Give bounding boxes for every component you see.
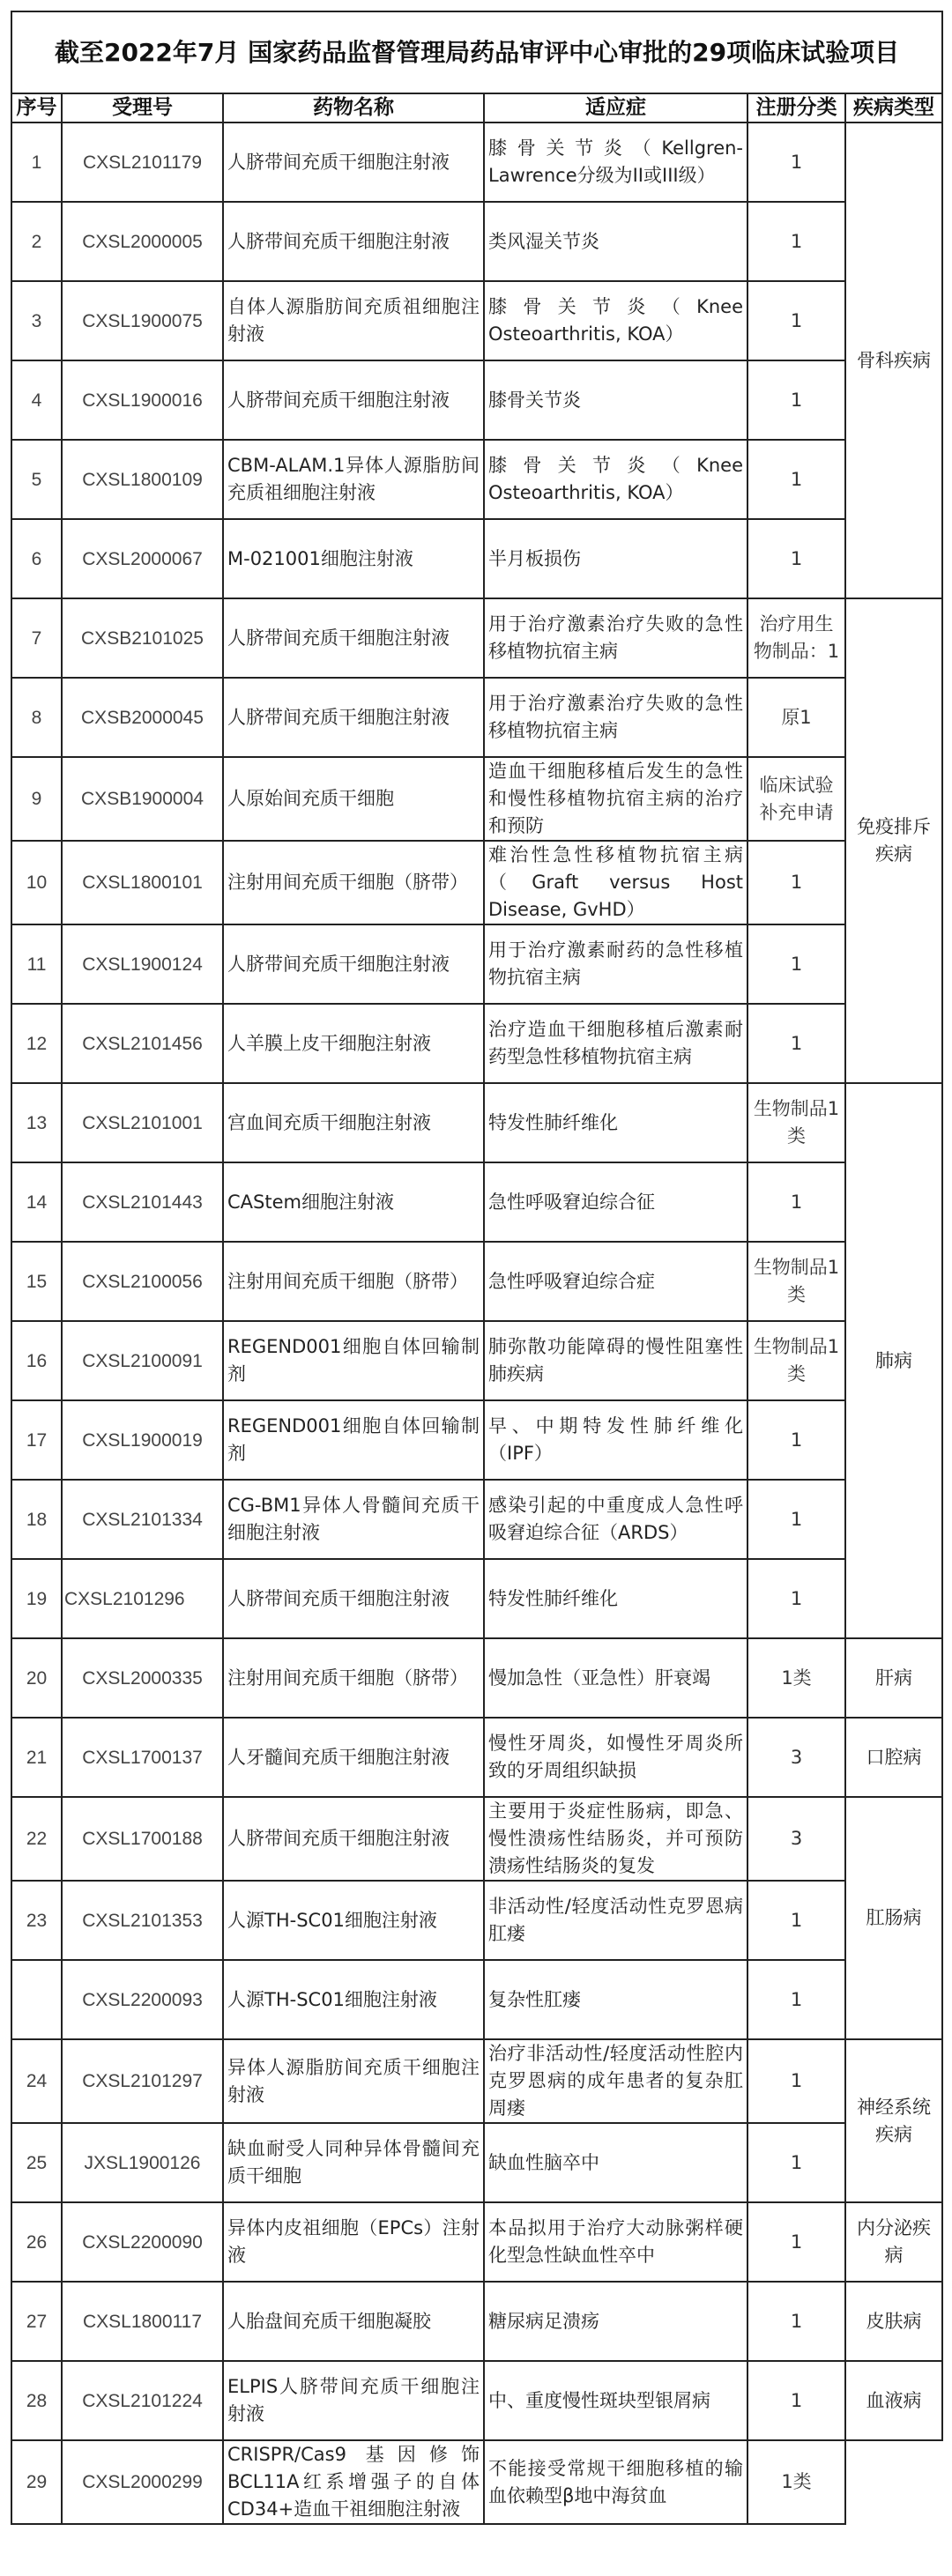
indication-cell: 膝骨关节炎（Knee Osteoarthritis, KOA）: [484, 281, 747, 360]
indication-cell: 慢性牙周炎，如慢性牙周炎所致的牙周组织缺损: [484, 1718, 747, 1797]
header-drug-name: 药物名称: [223, 93, 484, 122]
seq-cell: 28: [11, 2361, 62, 2440]
acceptance-no-cell: CXSL2101353: [62, 1881, 223, 1960]
registration-class-cell: 1: [747, 2282, 845, 2361]
registration-class-cell: 1: [747, 1960, 845, 2039]
header-disease-type: 疾病类型: [845, 93, 942, 122]
drug-name-cell: 人脐带间充质干细胞注射液: [223, 1797, 484, 1881]
registration-class-cell: 1: [747, 2361, 845, 2440]
disease-type-cell: 口腔病: [845, 1718, 942, 1797]
drug-name-cell: 人脐带间充质干细胞注射液: [223, 678, 484, 757]
registration-class-cell: 1: [747, 1881, 845, 1960]
seq-cell: 4: [11, 360, 62, 440]
registration-class-cell: 1类: [747, 2440, 845, 2524]
seq-cell: 5: [11, 440, 62, 519]
seq-cell: 2: [11, 202, 62, 281]
registration-class-cell: 生物制品1类: [747, 1242, 845, 1321]
clinical-trials-table: [11, 11, 943, 2525]
registration-class-cell: 1类: [747, 1638, 845, 1718]
indication-cell: 治疗造血干细胞移植后激素耐药型急性移植物抗宿主病: [484, 1004, 747, 1083]
drug-name-cell: 异体内皮祖细胞（EPCs）注射液: [223, 2202, 484, 2282]
table-row: [11, 598, 942, 678]
drug-name-cell: CG-BM1异体人骨髓间充质干细胞注射液: [223, 1480, 484, 1559]
registration-class-cell: 1: [747, 122, 845, 202]
table-row: [11, 1797, 942, 1881]
indication-cell: 慢加急性（亚急性）肝衰竭: [484, 1638, 747, 1718]
acceptance-no-cell: CXSL2000067: [62, 519, 223, 598]
seq-cell: 23: [11, 1881, 62, 1960]
registration-class-cell: 3: [747, 1797, 845, 1881]
seq-cell: 19: [11, 1559, 62, 1638]
indication-cell: 膝骨关节炎（Kellgren-Lawrence分级为II或III级）: [484, 122, 747, 202]
seq-cell: 22: [11, 1797, 62, 1881]
seq-cell: 18: [11, 1480, 62, 1559]
drug-name-cell: ELPIS人脐带间充质干细胞注射液: [223, 2361, 484, 2440]
registration-class-cell: 生物制品1类: [747, 1083, 845, 1162]
acceptance-no-cell: CXSL2200093: [62, 1960, 223, 2039]
indication-cell: 肺弥散功能障碍的慢性阻塞性肺疾病: [484, 1321, 747, 1400]
disease-type-cell: 肝病: [845, 1638, 942, 1718]
acceptance-no-cell: CXSL2101456: [62, 1004, 223, 1083]
indication-cell: 半月板损伤: [484, 519, 747, 598]
indication-cell: 复杂性肛瘘: [484, 1960, 747, 2039]
acceptance-no-cell: CXSB1900004: [62, 757, 223, 841]
indication-cell: 类风湿关节炎: [484, 202, 747, 281]
registration-class-cell: 1: [747, 924, 845, 1004]
registration-class-cell: 1: [747, 281, 845, 360]
table-row: [11, 2440, 942, 2524]
acceptance-no-cell: CXSL2101296: [62, 1559, 223, 1638]
seq-cell: 13: [11, 1083, 62, 1162]
table-row: [11, 1638, 942, 1718]
drug-name-cell: 注射用间充质干细胞（脐带）: [223, 1638, 484, 1718]
table-row: [11, 1881, 942, 1960]
disease-type-cell: 骨科疾病: [845, 122, 942, 598]
seq-cell: 14: [11, 1162, 62, 1242]
table-row: [11, 1083, 942, 1162]
drug-name-cell: 人脐带间充质干细胞注射液: [223, 924, 484, 1004]
table-row: [11, 924, 942, 1004]
indication-cell: 治疗非活动性/轻度活动性腔内克罗恩病的成年患者的复杂肛周瘘: [484, 2039, 747, 2123]
table-row: [11, 1242, 942, 1321]
header-acceptance-no: 受理号: [62, 93, 223, 122]
drug-name-cell: 人脐带间充质干细胞注射液: [223, 202, 484, 281]
registration-class-cell: 3: [747, 1718, 845, 1797]
table-row: [11, 1960, 942, 2039]
seq-cell: 25: [11, 2123, 62, 2202]
acceptance-no-cell: CXSB2000045: [62, 678, 223, 757]
drug-name-cell: CBM-ALAM.1异体人源脂肪间充质祖细胞注射液: [223, 440, 484, 519]
indication-cell: 非活动性/轻度活动性克罗恩病肛瘘: [484, 1881, 747, 1960]
drug-name-cell: CAStem细胞注射液: [223, 1162, 484, 1242]
table-row: [11, 2361, 942, 2440]
acceptance-no-cell: CXSL2000299: [62, 2440, 223, 2524]
table-row: [11, 1718, 942, 1797]
registration-class-cell: 1: [747, 360, 845, 440]
acceptance-no-cell: CXSL1900124: [62, 924, 223, 1004]
table-row: [11, 2123, 942, 2202]
acceptance-no-cell: CXSL2101179: [62, 122, 223, 202]
header-indication: 适应症: [484, 93, 747, 122]
seq-cell: 24: [11, 2039, 62, 2123]
disease-type-cell: 内分泌疾病: [845, 2202, 942, 2282]
drug-name-cell: 人源TH-SC01细胞注射液: [223, 1960, 484, 2039]
indication-cell: 主要用于炎症性肠病，即急、慢性溃疡性结肠炎，并可预防溃疡性结肠炎的复发: [484, 1797, 747, 1881]
acceptance-no-cell: CXSL1700188: [62, 1797, 223, 1881]
table-row: [11, 1162, 942, 1242]
acceptance-no-cell: CXSL1800117: [62, 2282, 223, 2361]
acceptance-no-cell: JXSL1900126: [62, 2123, 223, 2202]
registration-class-cell: 生物制品1类: [747, 1321, 845, 1400]
drug-name-cell: M-021001细胞注射液: [223, 519, 484, 598]
acceptance-no-cell: CXSL2101001: [62, 1083, 223, 1162]
registration-class-cell: 1: [747, 2039, 845, 2123]
indication-cell: 膝骨关节炎: [484, 360, 747, 440]
seq-cell: 8: [11, 678, 62, 757]
table-row: [11, 281, 942, 360]
registration-class-cell: 1: [747, 1162, 845, 1242]
disease-type-cell: 血液病: [845, 2361, 942, 2440]
table-row: [11, 360, 942, 440]
indication-cell: 中、重度慢性斑块型银屑病: [484, 2361, 747, 2440]
drug-name-cell: 注射用间充质干细胞（脐带）: [223, 841, 484, 924]
drug-name-cell: 人原始间充质干细胞: [223, 757, 484, 841]
header-seq: 序号: [11, 93, 62, 122]
header-row: [11, 93, 942, 122]
disease-type-cell: 肺病: [845, 1083, 942, 1638]
drug-name-cell: 人羊膜上皮干细胞注射液: [223, 1004, 484, 1083]
seq-cell: 16: [11, 1321, 62, 1400]
registration-class-cell: 1: [747, 1004, 845, 1083]
drug-name-cell: CRISPR/Cas9 基因修饰BCL11A红系增强子的自体CD34+造血干祖细胞注射液: [223, 2440, 484, 2524]
acceptance-no-cell: CXSL2100091: [62, 1321, 223, 1400]
indication-cell: 用于治疗激素耐药的急性移植物抗宿主病: [484, 924, 747, 1004]
acceptance-no-cell: CXSL1900016: [62, 360, 223, 440]
acceptance-no-cell: CXSL1900075: [62, 281, 223, 360]
seq-cell: 12: [11, 1004, 62, 1083]
acceptance-no-cell: CXSB2101025: [62, 598, 223, 678]
seq-cell: 27: [11, 2282, 62, 2361]
seq-cell: 20: [11, 1638, 62, 1718]
disease-type-cell: 皮肤病: [845, 2282, 942, 2361]
indication-cell: 早、中期特发性肺纤维化（IPF）: [484, 1400, 747, 1480]
disease-type-cell: 免疫排斥疾病: [845, 598, 942, 1083]
drug-name-cell: 缺血耐受人同种异体骨髓间充质干细胞: [223, 2123, 484, 2202]
table-row: [11, 1004, 942, 1083]
drug-name-cell: 人源TH-SC01细胞注射液: [223, 1881, 484, 1960]
acceptance-no-cell: CXSL1900019: [62, 1400, 223, 1480]
table-row: [11, 678, 942, 757]
acceptance-no-cell: CXSL2101297: [62, 2039, 223, 2123]
disease-type-cell: 神经系统疾病: [845, 2039, 942, 2202]
table-row: [11, 2202, 942, 2282]
registration-class-cell: 1: [747, 1559, 845, 1638]
drug-name-cell: 人脐带间充质干细胞注射液: [223, 122, 484, 202]
indication-cell: 特发性肺纤维化: [484, 1559, 747, 1638]
registration-class-cell: 临床试验补充申请: [747, 757, 845, 841]
acceptance-no-cell: CXSL1800109: [62, 440, 223, 519]
disease-type-cell: 肛肠病: [845, 1797, 942, 2039]
registration-class-cell: 1: [747, 440, 845, 519]
acceptance-no-cell: CXSL2101443: [62, 1162, 223, 1242]
acceptance-no-cell: CXSL1700137: [62, 1718, 223, 1797]
indication-cell: 特发性肺纤维化: [484, 1083, 747, 1162]
drug-name-cell: REGEND001细胞自体回输制剂: [223, 1321, 484, 1400]
registration-class-cell: 1: [747, 2202, 845, 2282]
indication-cell: 用于治疗激素治疗失败的急性移植物抗宿主病: [484, 598, 747, 678]
drug-name-cell: REGEND001细胞自体回输制剂: [223, 1400, 484, 1480]
indication-cell: 本品拟用于治疗大动脉粥样硬化型急性缺血性卒中: [484, 2202, 747, 2282]
seq-cell: 17: [11, 1400, 62, 1480]
drug-name-cell: 自体人源脂肪间充质祖细胞注射液: [223, 281, 484, 360]
table-row: [11, 202, 942, 281]
drug-name-cell: 人胎盘间充质干细胞凝胶: [223, 2282, 484, 2361]
registration-class-cell: 1: [747, 202, 845, 281]
indication-cell: 造血干细胞移植后发生的急性和慢性移植物抗宿主病的治疗和预防: [484, 757, 747, 841]
indication-cell: 糖尿病足溃疡: [484, 2282, 747, 2361]
indication-cell: 膝骨关节炎（Knee Osteoarthritis, KOA）: [484, 440, 747, 519]
table-row: [11, 2282, 942, 2361]
seq-cell: 9: [11, 757, 62, 841]
drug-name-cell: 注射用间充质干细胞（脐带）: [223, 1242, 484, 1321]
registration-class-cell: 1: [747, 841, 845, 924]
table-row: [11, 1559, 942, 1638]
seq-cell: 11: [11, 924, 62, 1004]
indication-cell: 感染引起的中重度成人急性呼吸窘迫综合征（ARDS）: [484, 1480, 747, 1559]
indication-cell: 急性呼吸窘迫综合症: [484, 1242, 747, 1321]
drug-name-cell: 人脐带间充质干细胞注射液: [223, 360, 484, 440]
drug-name-cell: 人脐带间充质干细胞注射液: [223, 598, 484, 678]
registration-class-cell: 1: [747, 519, 845, 598]
registration-class-cell: 治疗用生物制品：1: [747, 598, 845, 678]
table-row: [11, 1321, 942, 1400]
table-row: [11, 757, 942, 841]
header-registration-class: 注册分类: [747, 93, 845, 122]
acceptance-no-cell: CXSL2000335: [62, 1638, 223, 1718]
indication-cell: 不能接受常规干细胞移植的输血依赖型β地中海贫血: [484, 2440, 747, 2524]
seq-cell: 1: [11, 122, 62, 202]
indication-cell: 急性呼吸窘迫综合征: [484, 1162, 747, 1242]
registration-class-cell: 1: [747, 1480, 845, 1559]
table-row: [11, 1400, 942, 1480]
table-row: [11, 2039, 942, 2123]
seq-cell: 26: [11, 2202, 62, 2282]
table-row: [11, 519, 942, 598]
seq-cell: 6: [11, 519, 62, 598]
table-row: [11, 841, 942, 924]
drug-name-cell: 异体人源脂肪间充质干细胞注射液: [223, 2039, 484, 2123]
drug-name-cell: 人脐带间充质干细胞注射液: [223, 1559, 484, 1638]
table-title: 截至2022年7月 国家药品监督管理局药品审评中心审批的29项临床试验项目: [11, 11, 942, 93]
registration-class-cell: 原1: [747, 678, 845, 757]
seq-cell: 21: [11, 1718, 62, 1797]
seq-cell: 15: [11, 1242, 62, 1321]
registration-class-cell: 1: [747, 2123, 845, 2202]
registration-class-cell: 1: [747, 1400, 845, 1480]
acceptance-no-cell: CXSL2101224: [62, 2361, 223, 2440]
table-row: [11, 440, 942, 519]
table-row: [11, 122, 942, 202]
seq-cell: 10: [11, 841, 62, 924]
indication-cell: 缺血性脑卒中: [484, 2123, 747, 2202]
indication-cell: 难治性急性移植物抗宿主病（Graft versus Host Disease, GvHD）: [484, 841, 747, 924]
seq-cell: 7: [11, 598, 62, 678]
seq-cell: 3: [11, 281, 62, 360]
seq-cell: 29: [11, 2440, 62, 2524]
acceptance-no-cell: CXSL2101334: [62, 1480, 223, 1559]
acceptance-no-cell: CXSL2200090: [62, 2202, 223, 2282]
indication-cell: 用于治疗激素治疗失败的急性移植物抗宿主病: [484, 678, 747, 757]
drug-name-cell: 人牙髓间充质干细胞注射液: [223, 1718, 484, 1797]
table-row: [11, 1480, 942, 1559]
seq-cell: [11, 1960, 62, 2039]
drug-name-cell: 宫血间充质干细胞注射液: [223, 1083, 484, 1162]
acceptance-no-cell: CXSL2000005: [62, 202, 223, 281]
acceptance-no-cell: CXSL2100056: [62, 1242, 223, 1321]
acceptance-no-cell: CXSL1800101: [62, 841, 223, 924]
